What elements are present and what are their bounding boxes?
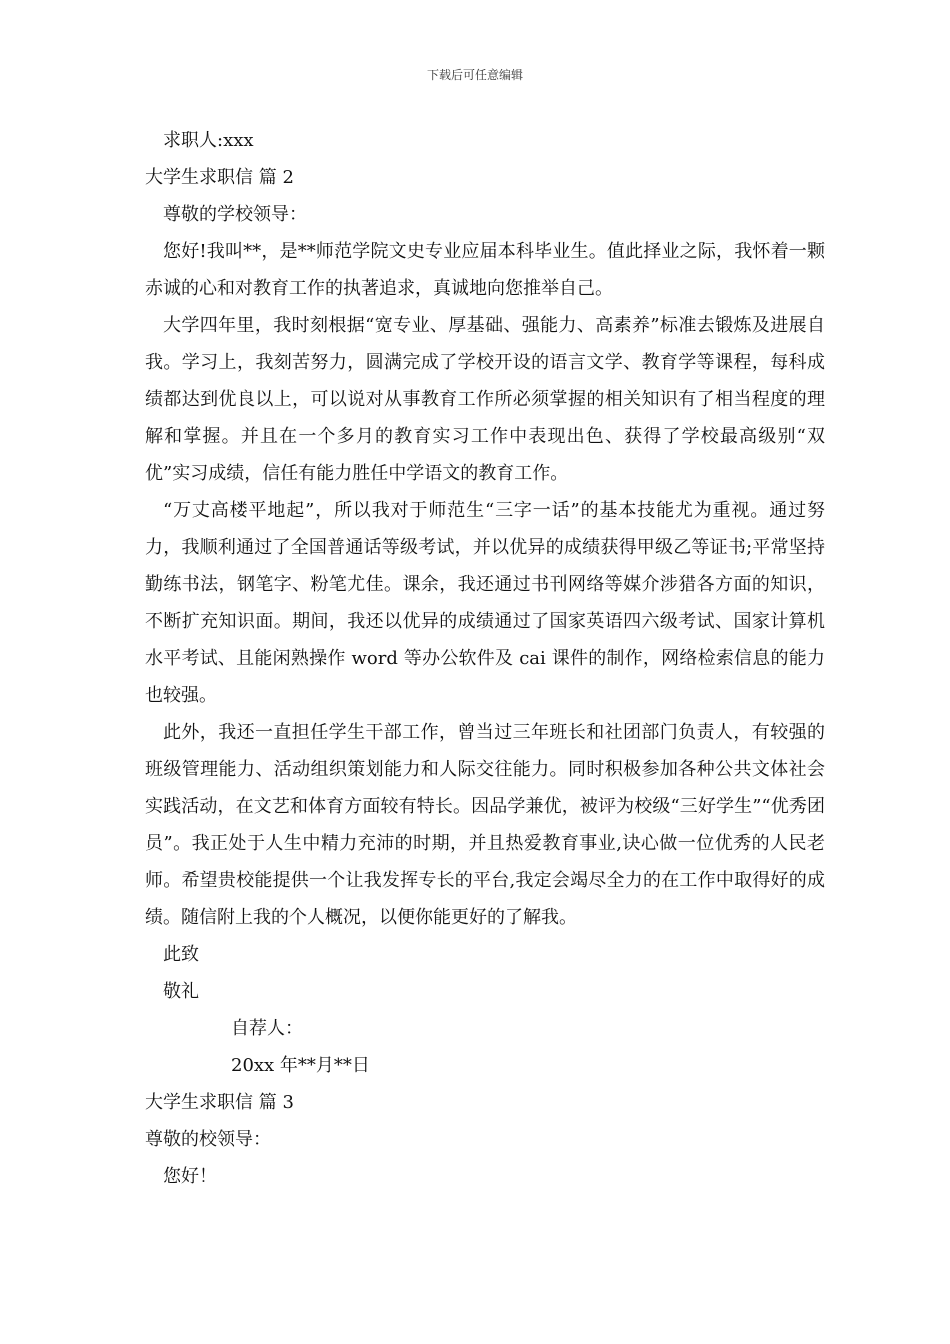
section2-title: 大学生求职信 篇 2 xyxy=(145,167,294,188)
paragraph-university: 大学四年里，我时刻根据“宽专业、厚基础、强能力、高素养”标准去锻炼及进展自我。学习上，我刻苦努力，圆满完成了学校开设的语言文学、教育学等课程，每科成绩都达到优良以上，可以说对从事教育工作所必须掌握的相关知识有了相当程度的理解和掌握。并且在一个多月的教育实习工作中表现出色、获得了学校最高级别“双优”实习成绩，信任有能力胜任中学语文的教育工作。 xyxy=(145,315,825,484)
salutation: 尊敬的学校领导： xyxy=(163,204,307,225)
signer-line: 自荐人： xyxy=(231,1018,303,1039)
applicant-line: 求职人:xxx xyxy=(163,130,254,151)
document-body xyxy=(145,122,825,1195)
section3-title: 大学生求职信 篇 3 xyxy=(145,1092,294,1113)
greeting3: 您好！ xyxy=(163,1166,217,1187)
paragraph-activities: 此外，我还一直担任学生干部工作，曾当过三年班长和社团部门负责人，有较强的班级管理能力、活动组织策划能力和人际交往能力。同时积极参加各种公共文体社会实践活动，在文艺和体育方面较有特长。因品学兼优，被评为校级“三好学生”“优秀团员”。我正处于人生中精力充沛的时期，并且热爱教育事业,诀心做一位优秀的人民老师。希望贵校能提供一个让我发挥专长的平台,我定会竭尽全力的在工作中取得好的成绩。随信附上我的个人概况，以便你能更好的了解我。 xyxy=(145,722,825,928)
salutation3: 尊敬的校领导： xyxy=(145,1129,271,1150)
header-note: 下载后可任意编辑 xyxy=(426,68,523,82)
paragraph-skills: “万丈高楼平地起”，所以我对于师范生“三字一话”的基本技能尤为重视。通过努力，我顺利通过了全国普通话等级考试，并以优异的成绩获得甲级乙等证书;平常坚持勤练书法，钢笔字、粉笔尤佳。课余，我还通过书刊网络等媒介涉猎各方面的知识，不断扩充知识面。期间，我还以优异的成绩通过了国家英语四六级考试、国家计算机水平考试、且能闲熟操作 word 等办公软件及 cai 课件的制作，网络检索信息的能力也较强。 xyxy=(145,500,825,706)
date-line: 20xx 年**月**日 xyxy=(231,1055,370,1076)
closing-zhici: 此致 xyxy=(163,944,199,965)
paragraph-intro: 您好!我叫**，是**师范学院文史专业应届本科毕业生。值此择业之际，我怀着一颗赤诚的心和对教育工作的执著追求，真诚地向您推举自己。 xyxy=(145,241,825,299)
closing-jingli: 敬礼 xyxy=(163,981,199,1002)
